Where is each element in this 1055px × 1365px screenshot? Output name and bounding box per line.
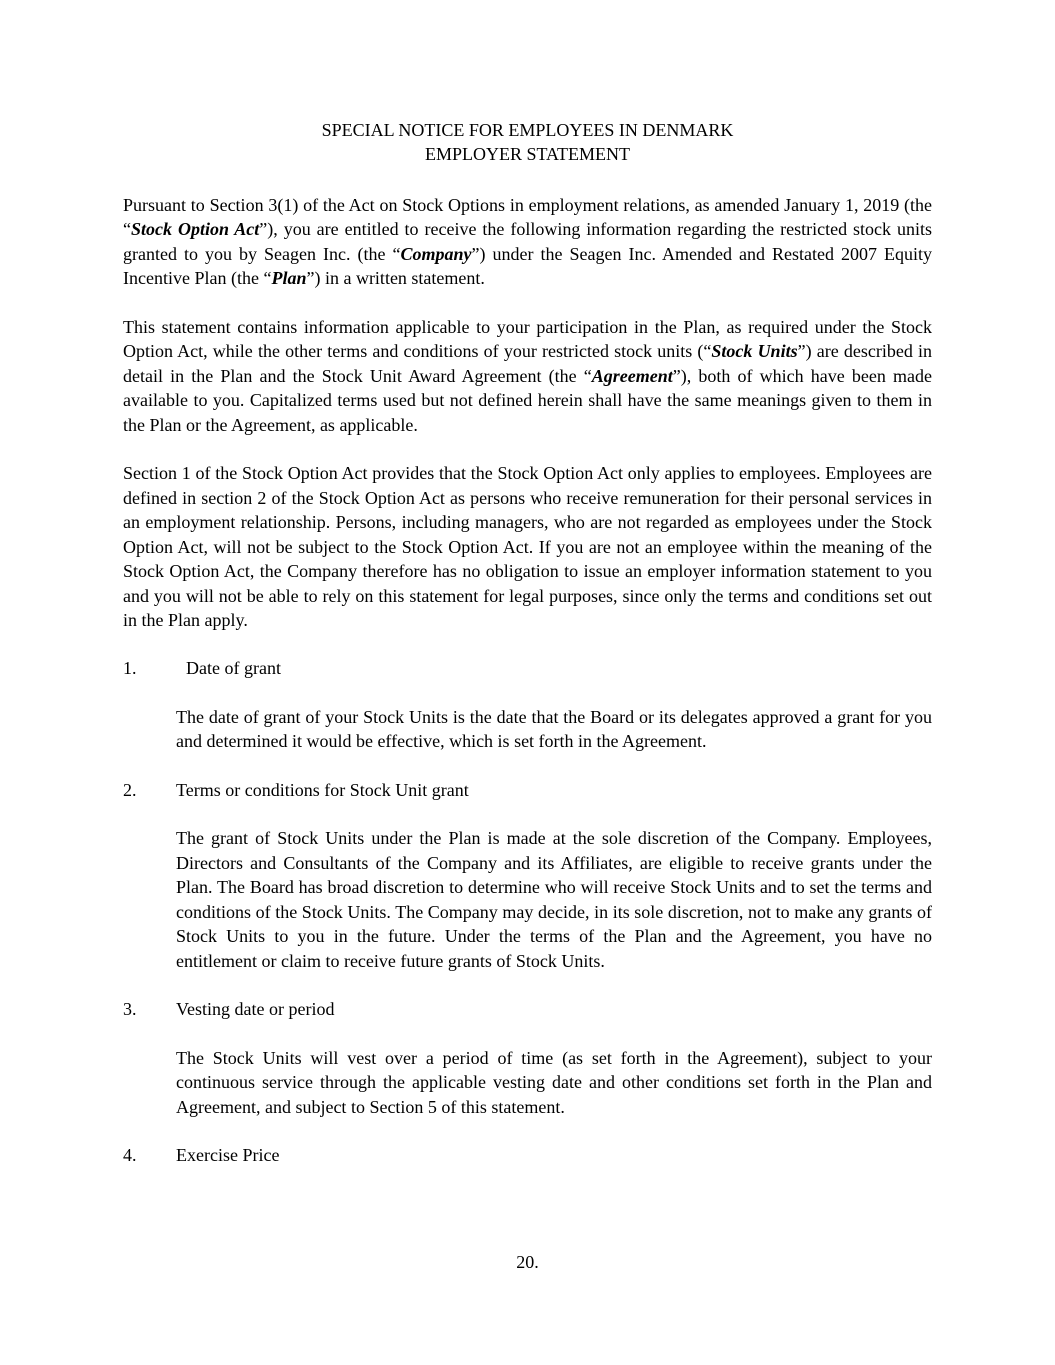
section-body-1: The date of grant of your Stock Units is the date that the Board or its delegates approved a grant for you and determined it would be effective, which is set forth in the Agreement. xyxy=(176,706,932,752)
defined-term: Company xyxy=(400,243,472,264)
section-number-3: 3. xyxy=(123,999,137,1020)
section-heading-1: Date of grant xyxy=(186,658,281,679)
section-heading-4: Exercise Price xyxy=(176,1145,280,1165)
section-number-1: 1. xyxy=(123,658,137,679)
text-run: ”) under the Seagen Inc. Amended and Restated 2007 Equity Incentive Plan (the “ xyxy=(123,243,932,289)
section-heading-3: Vesting date or period xyxy=(176,999,335,1020)
text-run: ”) are described in detail in the Plan and the Stock Unit Award Agreement (the “ xyxy=(123,341,932,386)
defined-term: Agreement xyxy=(591,365,673,386)
section-number-4: 4. xyxy=(123,1145,137,1165)
intro-paragraph-3 xyxy=(123,461,932,632)
section-body-3: The Stock Units will vest over a period of time (as set forth in the Agreement), subject to your continuous service through the applicable vesting date and other conditions set forth in the Plan and Agreement, and subject to Section 5 of this statement. xyxy=(176,1047,932,1117)
document-title-line-1: SPECIAL NOTICE FOR EMPLOYEES IN DENMARK xyxy=(321,120,734,140)
page-number: 20. xyxy=(516,1252,539,1272)
text-run: Section 1 of the Stock Option Act provides that the Stock Option Act only applies to employees. Employees are defined in section 2 of the Stock Option Act as persons who receive remuneration for their personal services in an employment relationship. Persons, including managers, who are not regarded as employees under the Stock Option Act, will not be subject to the Stock Option Act. If you are not an employee within the meaning of the Stock Option Act, the Company therefore has no obligation to issue an employer information statement to you and you will not be able to rely on this statement for legal purposes, since only the terms and conditions set out in the Plan apply. xyxy=(123,463,932,630)
section-heading-2: Terms or conditions for Stock Unit grant xyxy=(176,779,469,800)
defined-term: Stock Option Act xyxy=(131,219,260,240)
section-heading-row-2 xyxy=(123,778,932,802)
document-title-line-2: EMPLOYER STATEMENT xyxy=(424,144,631,165)
text-run: Pursuant to Section 3(1) of the Act on Stock Options in employment relations, as amended January 1, 2019 (the “ xyxy=(123,194,932,240)
section-body-2: The grant of Stock Units under the Plan is made at the sole discretion of the Company. Employees, Directors and Consultants of the Company and its Affiliates, are eligible to receive grants under the Plan. The Board has broad discretion to determine who will receive Stock Units and to set the terms and conditions of the Stock Units. The Company may decide, in its sole discretion, not to make any grants of Stock Units to you in the future. Under the terms of the Plan and the Agreement, you have no entitlement or claim to receive future grants of Stock Units. xyxy=(176,828,932,971)
document-title xyxy=(123,118,932,167)
section-heading-row-3 xyxy=(123,997,932,1021)
section-heading-row-4 xyxy=(123,1143,932,1167)
section-heading-row-1 xyxy=(123,656,932,680)
text-run: ”), both of which have been made available to you. Capitalized terms used but not defined herein shall have the same meanings given to them in the Plan or the Agreement, as applicable. xyxy=(123,365,933,435)
text-run: ”), you are entitled to receive the following information regarding the restricted stock units granted to you by Seagen Inc. (the “ xyxy=(123,219,932,264)
text-run: This statement contains information applicable to your participation in the Plan, as required under the Stock Option Act, while the other terms and conditions of your restricted stock units (“ xyxy=(123,316,932,362)
document-content xyxy=(123,118,932,1191)
intro-paragraph-2 xyxy=(123,315,932,437)
defined-term: Plan xyxy=(271,268,307,289)
intro-paragraph-1 xyxy=(123,193,932,291)
section-number-2: 2. xyxy=(123,779,137,800)
defined-term: Stock Units xyxy=(711,341,798,362)
text-run: ”) in a written statement. xyxy=(306,268,485,289)
